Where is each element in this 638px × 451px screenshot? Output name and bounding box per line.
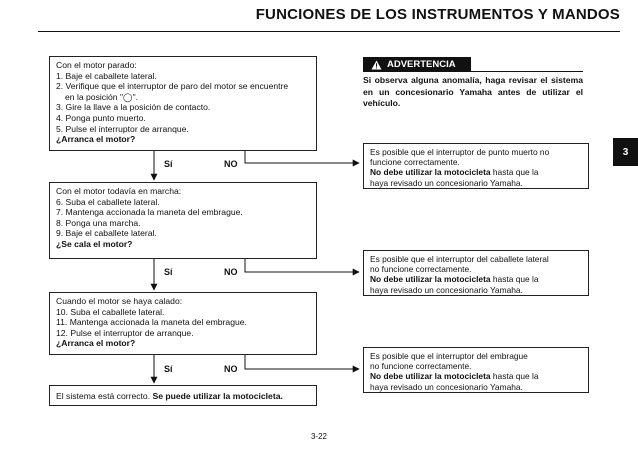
fail2-tail: hasta que la bbox=[490, 274, 539, 285]
fail2-box bbox=[363, 250, 589, 296]
step3-line: 10. Suba el caballete lateral. bbox=[56, 306, 165, 317]
result-bold: Se puede utilizar la motocicleta. bbox=[152, 391, 283, 401]
fail3-bold: No debe utilizar la motocicleta bbox=[370, 371, 491, 382]
step1-line: 2. Verifique que el interruptor de paro del motor se encuentre bbox=[56, 81, 289, 92]
fail1-tail: hasta que la bbox=[490, 167, 539, 178]
step2-line: 8. Ponga una marcha. bbox=[56, 217, 141, 228]
step1-question: ¿Arranca el motor? bbox=[56, 134, 136, 145]
fail2-line: Es posible que el interruptor del caballete lateral bbox=[370, 254, 549, 264]
step3-line: Cuando el motor se haya calado: bbox=[56, 296, 183, 306]
fail3-tail: hasta que la bbox=[490, 371, 539, 382]
step1-box bbox=[49, 56, 317, 151]
fail1-last: haya revisado un concesionario Yamaha. bbox=[370, 177, 523, 188]
step1-line: Con el motor parado: bbox=[56, 60, 137, 70]
step3-question: ¿Arranca el motor? bbox=[56, 338, 136, 349]
step1-line: en la posición "◯". bbox=[65, 91, 139, 102]
warning-rule bbox=[471, 71, 583, 72]
result-text: El sistema está correcto. bbox=[56, 391, 153, 401]
result-box bbox=[49, 385, 317, 406]
page-title: FUNCIONES DE LOS INSTRUMENTOS Y MANDOS bbox=[255, 6, 620, 23]
warning-text: Si observa alguna anomalía, haga revisar el sistema en un concesionario Yamaha antes de utilizar el vehículo. bbox=[363, 75, 583, 108]
warning-heading-text: ADVERTENCIA bbox=[387, 59, 456, 70]
step1-line: 4. Ponga punto muerto. bbox=[56, 112, 146, 123]
step3-line: 12. Pulse el interruptor de arranque. bbox=[56, 327, 194, 338]
fail1-line: funcione correctamente. bbox=[370, 157, 460, 168]
step2-line: 6. Suba el caballete lateral. bbox=[56, 196, 160, 207]
no-arrow-3 bbox=[245, 355, 359, 369]
step1-line: 3. Gire la llave a la posición de contacto. bbox=[56, 102, 211, 113]
fail1-bold: No debe utilizar la motocicleta bbox=[370, 167, 491, 178]
warning-heading bbox=[363, 57, 471, 72]
fail3-box bbox=[363, 347, 589, 393]
fail1-box bbox=[363, 143, 589, 189]
yes-label-3: Sí bbox=[164, 364, 173, 374]
step1-line: 5. Pulse el interruptor de arranque. bbox=[56, 123, 189, 134]
fail2-last: haya revisado un concesionario Yamaha. bbox=[370, 284, 523, 295]
fail3-line: Es posible que el interruptor del embrague bbox=[370, 351, 528, 361]
warning-triangle-icon bbox=[371, 60, 382, 70]
step3-box bbox=[49, 292, 317, 355]
step2-line: 9. Baje el caballete lateral. bbox=[56, 228, 157, 239]
fail3-last: haya revisado un concesionario Yamaha. bbox=[370, 381, 523, 392]
chapter-tab: 3 bbox=[613, 138, 638, 166]
yes-label-1: Sí bbox=[164, 159, 173, 169]
no-arrow-2 bbox=[245, 259, 359, 272]
step2-line: Con el motor todavía en marcha: bbox=[56, 186, 182, 196]
page-number: 3-22 bbox=[310, 432, 327, 441]
no-label-1: NO bbox=[224, 159, 238, 169]
no-arrow-1 bbox=[245, 151, 359, 163]
fail1-line: Es posible que el interruptor de punto muerto no bbox=[370, 147, 550, 157]
fail3-line: no funcione correctamente. bbox=[370, 361, 472, 372]
fail2-line: no funcione correctamente. bbox=[370, 264, 472, 275]
no-label-3: NO bbox=[224, 364, 238, 374]
fail2-bold: No debe utilizar la motocicleta bbox=[370, 274, 491, 285]
step1-line: 1. Baje el caballete lateral. bbox=[56, 70, 157, 81]
step2-box bbox=[49, 182, 317, 259]
yes-label-2: Sí bbox=[164, 267, 173, 277]
step2-line: 7. Mantenga accionada la maneta del embrague. bbox=[56, 207, 243, 218]
no-label-2: NO bbox=[224, 267, 238, 277]
step2-question: ¿Se cala el motor? bbox=[56, 238, 133, 249]
step3-line: 11. Mantenga accionada la maneta del embrague. bbox=[56, 317, 247, 328]
